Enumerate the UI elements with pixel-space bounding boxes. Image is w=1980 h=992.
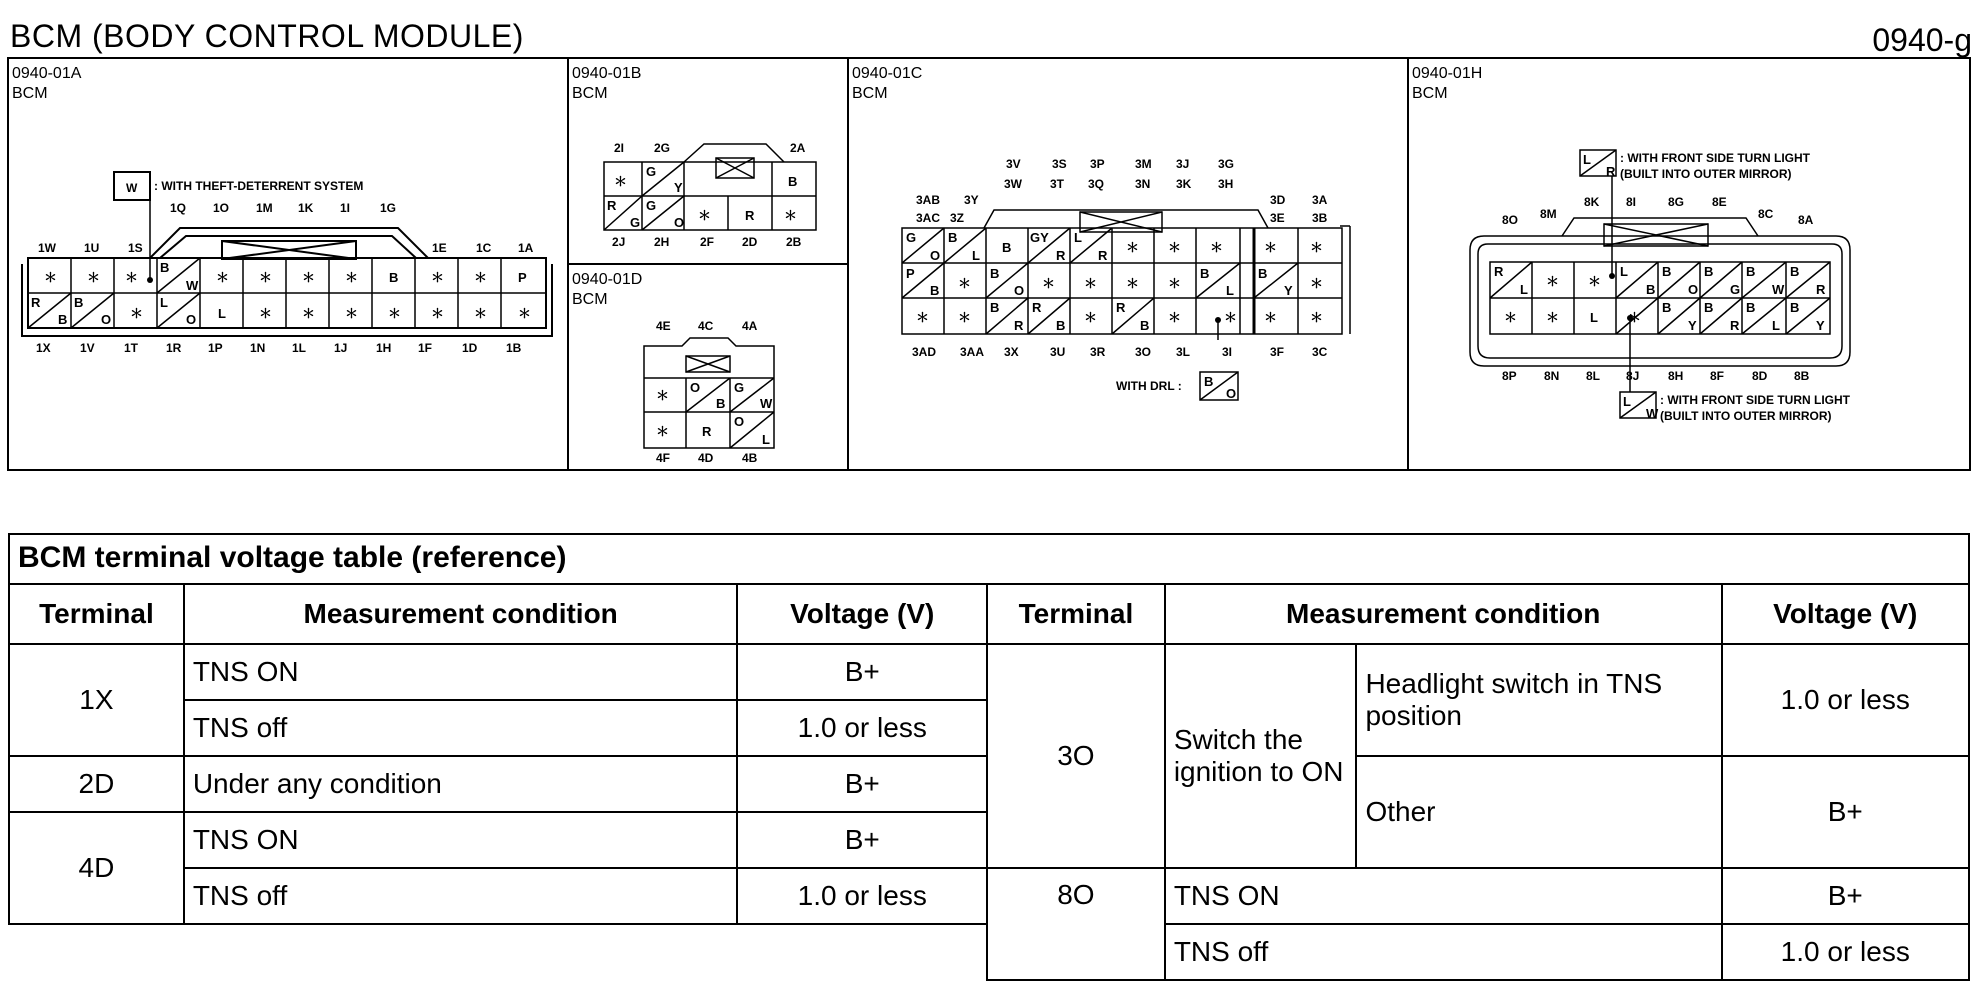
svg-text:3F: 3F xyxy=(1270,345,1285,359)
voltage-table-right xyxy=(986,583,1970,981)
table-caption: BCM terminal voltage table (reference) xyxy=(8,533,1970,583)
svg-text:B: B xyxy=(1200,266,1210,281)
svg-text:＊: ＊ xyxy=(958,310,972,325)
svg-text:＊: ＊ xyxy=(431,270,445,285)
svg-text:4B: 4B xyxy=(742,451,758,465)
svg-text:1R: 1R xyxy=(166,341,182,355)
svg-text:3O: 3O xyxy=(1135,345,1152,359)
svg-text:8H: 8H xyxy=(1668,369,1684,383)
svg-text:3S: 3S xyxy=(1052,157,1067,171)
svg-text:(BUILT INTO OUTER MIRROR): (BUILT INTO OUTER MIRROR) xyxy=(1660,409,1832,423)
svg-text:R: R xyxy=(745,208,755,223)
svg-text:＊: ＊ xyxy=(1310,276,1324,291)
condition-cell: Under any condition xyxy=(184,756,738,812)
svg-text:1Q: 1Q xyxy=(170,201,187,215)
svg-text:3Z: 3Z xyxy=(950,211,965,225)
svg-text:R: R xyxy=(1606,164,1616,179)
svg-text:B: B xyxy=(1746,300,1756,315)
svg-text:O: O xyxy=(186,312,197,327)
connector-0940-01d xyxy=(572,271,774,465)
svg-text:B: B xyxy=(1662,264,1672,279)
connector-0940-01a xyxy=(12,65,552,355)
svg-text:8F: 8F xyxy=(1710,369,1725,383)
header-terminal: Terminal xyxy=(987,584,1165,644)
svg-text:＊: ＊ xyxy=(345,270,359,285)
connector-a-note: : WITH THEFT-DETERRENT SYSTEM xyxy=(154,179,364,193)
svg-text:G: G xyxy=(1730,282,1741,297)
svg-text:＊: ＊ xyxy=(474,270,488,285)
svg-text:0940-01D: 0940-01D xyxy=(572,271,643,288)
svg-text:L: L xyxy=(160,295,168,310)
connector-a-name: BCM xyxy=(12,85,48,102)
svg-text:3V: 3V xyxy=(1006,157,1021,171)
svg-text:3AD: 3AD xyxy=(912,345,937,359)
svg-text:R: R xyxy=(1032,300,1042,315)
svg-text:1L: 1L xyxy=(292,341,307,355)
header-condition: Measurement condition xyxy=(1165,584,1722,644)
svg-text:8P: 8P xyxy=(1502,369,1517,383)
svg-text:G: G xyxy=(646,198,657,213)
svg-text:3K: 3K xyxy=(1176,177,1192,191)
voltage-cell: 1.0 or less xyxy=(1722,924,1969,980)
svg-text:B: B xyxy=(1704,300,1714,315)
svg-text:4F: 4F xyxy=(656,451,671,465)
svg-text:B: B xyxy=(716,396,726,411)
svg-text:L: L xyxy=(1226,283,1234,298)
svg-text:L: L xyxy=(1583,152,1591,167)
svg-text:8A: 8A xyxy=(1798,213,1814,227)
svg-text:3E: 3E xyxy=(1270,211,1285,225)
svg-text:B: B xyxy=(948,230,958,245)
svg-text:1S: 1S xyxy=(128,241,143,255)
svg-text:＊: ＊ xyxy=(1504,310,1518,325)
svg-text:1H: 1H xyxy=(376,341,392,355)
svg-text:W: W xyxy=(1646,406,1659,421)
svg-text:1G: 1G xyxy=(380,201,397,215)
svg-text:O: O xyxy=(674,215,685,230)
svg-text:W: W xyxy=(186,278,199,293)
svg-text:B: B xyxy=(1790,300,1800,315)
svg-text:Y: Y xyxy=(674,180,683,195)
svg-text:＊: ＊ xyxy=(1168,240,1182,255)
svg-text:P: P xyxy=(906,266,915,281)
svg-text:G: G xyxy=(646,164,657,179)
svg-text:2G: 2G xyxy=(654,141,671,155)
svg-text:O: O xyxy=(1226,386,1237,401)
terminal-cell: 8O xyxy=(987,868,1165,980)
svg-text:3AB: 3AB xyxy=(916,193,941,207)
voltage-cell: B+ xyxy=(737,756,987,812)
header-condition: Measurement condition xyxy=(184,584,738,644)
svg-text:3AA: 3AA xyxy=(960,345,985,359)
svg-text:3AC: 3AC xyxy=(916,211,941,225)
svg-text:＊: ＊ xyxy=(1042,276,1056,291)
svg-text:B: B xyxy=(1704,264,1714,279)
svg-text:L: L xyxy=(1620,264,1628,279)
svg-text:G: G xyxy=(734,380,745,395)
svg-text:B: B xyxy=(389,270,399,285)
svg-text:3T: 3T xyxy=(1050,177,1065,191)
svg-text:R: R xyxy=(1116,300,1126,315)
svg-text:＊: ＊ xyxy=(1084,276,1098,291)
svg-text:1B: 1B xyxy=(506,341,522,355)
svg-text:3W: 3W xyxy=(1004,177,1022,191)
svg-text:W: W xyxy=(1772,282,1785,297)
svg-text:3X: 3X xyxy=(1004,345,1019,359)
svg-text:1E: 1E xyxy=(432,241,447,255)
condition-cell: TNS ON xyxy=(184,644,738,700)
svg-text:3J: 3J xyxy=(1176,157,1190,171)
terminal-cell: 4D xyxy=(9,812,184,924)
svg-text:3L: 3L xyxy=(1176,345,1191,359)
svg-text:2J: 2J xyxy=(612,235,626,249)
svg-text:B: B xyxy=(1204,374,1214,389)
svg-text:1U: 1U xyxy=(84,241,100,255)
svg-text:1O: 1O xyxy=(213,201,230,215)
svg-text:8I: 8I xyxy=(1626,195,1637,209)
svg-text:8N: 8N xyxy=(1544,369,1560,383)
svg-text:8M: 8M xyxy=(1540,207,1557,221)
svg-text:R: R xyxy=(1730,318,1740,333)
page-title: BCM (BODY CONTROL MODULE) xyxy=(10,18,524,54)
terminal-cell: 2D xyxy=(9,756,184,812)
svg-text:＊: ＊ xyxy=(1126,240,1140,255)
svg-text:＊: ＊ xyxy=(388,306,402,321)
svg-text:8E: 8E xyxy=(1712,195,1727,209)
svg-text:B: B xyxy=(1056,318,1066,333)
svg-text:B: B xyxy=(160,260,170,275)
condition-cell: Headlight switch in TNS position xyxy=(1356,644,1721,756)
voltage-cell: B+ xyxy=(737,812,987,868)
condition-cell: TNS off xyxy=(1165,924,1722,980)
svg-text:＊: ＊ xyxy=(1310,240,1324,255)
svg-text:3N: 3N xyxy=(1135,177,1151,191)
svg-text:4A: 4A xyxy=(742,319,758,333)
svg-text:4E: 4E xyxy=(656,319,671,333)
svg-text:L: L xyxy=(1520,282,1528,297)
svg-text:2H: 2H xyxy=(654,235,670,249)
svg-text:1P: 1P xyxy=(208,341,223,355)
svg-text:＊: ＊ xyxy=(1588,274,1602,289)
svg-text:R: R xyxy=(1056,248,1066,263)
svg-text:3B: 3B xyxy=(1312,211,1328,225)
svg-text:＊: ＊ xyxy=(656,388,670,403)
svg-text:R: R xyxy=(607,198,617,213)
svg-text:＊: ＊ xyxy=(1084,310,1098,325)
svg-text:4D: 4D xyxy=(698,451,714,465)
svg-text:＊: ＊ xyxy=(1264,240,1278,255)
svg-text:0940-01B: 0940-01B xyxy=(572,65,642,82)
svg-text:B: B xyxy=(1258,266,1268,281)
voltage-cell: 1.0 or less xyxy=(1722,644,1969,756)
svg-text:O: O xyxy=(690,380,701,395)
svg-text:3Y: 3Y xyxy=(964,193,979,207)
voltage-cell: B+ xyxy=(737,644,987,700)
svg-text:2D: 2D xyxy=(742,235,758,249)
svg-text:2F: 2F xyxy=(700,235,715,249)
svg-text:BCM: BCM xyxy=(1412,85,1448,102)
svg-text:＊: ＊ xyxy=(259,270,273,285)
svg-text:B: B xyxy=(788,174,798,189)
svg-text:1A: 1A xyxy=(518,241,534,255)
svg-text:＊: ＊ xyxy=(518,306,532,321)
svg-text:1W: 1W xyxy=(38,241,56,255)
terminal-cell: 1X xyxy=(9,644,184,756)
connector-a-id: 0940-01A xyxy=(12,65,82,82)
svg-text:Y: Y xyxy=(1816,318,1825,333)
connector-0940-01b xyxy=(572,65,816,249)
svg-text:O: O xyxy=(930,248,941,263)
svg-text:3H: 3H xyxy=(1218,177,1234,191)
svg-text:＊: ＊ xyxy=(656,424,670,439)
svg-text:3D: 3D xyxy=(1270,193,1286,207)
voltage-cell: 1.0 or less xyxy=(737,700,987,756)
condition-cell: TNS ON xyxy=(184,812,738,868)
svg-text:L: L xyxy=(1623,394,1631,409)
svg-text:BCM: BCM xyxy=(572,85,608,102)
svg-text:L: L xyxy=(218,306,226,321)
svg-text:＊: ＊ xyxy=(302,270,316,285)
svg-text:R: R xyxy=(1816,282,1826,297)
svg-text:8C: 8C xyxy=(1758,207,1774,221)
svg-text:B: B xyxy=(1646,282,1656,297)
svg-text:B: B xyxy=(930,283,940,298)
svg-text:＊: ＊ xyxy=(44,270,58,285)
svg-text:3P: 3P xyxy=(1090,157,1105,171)
svg-text:＊: ＊ xyxy=(1628,310,1642,325)
svg-text:＊: ＊ xyxy=(125,270,139,285)
svg-text:G: G xyxy=(906,230,917,245)
svg-text:(BUILT INTO OUTER MIRROR): (BUILT INTO OUTER MIRROR) xyxy=(1620,167,1792,181)
svg-text:: WITH FRONT SIDE TURN LIGHT: : WITH FRONT SIDE TURN LIGHT xyxy=(1620,151,1810,165)
svg-text:＊: ＊ xyxy=(345,306,359,321)
svg-text:1D: 1D xyxy=(462,341,478,355)
svg-text:R: R xyxy=(31,295,41,310)
connector-a-note-wire: W xyxy=(126,181,138,195)
svg-text:8B: 8B xyxy=(1794,369,1810,383)
svg-text:1F: 1F xyxy=(418,341,433,355)
svg-text:R: R xyxy=(1098,248,1108,263)
svg-text:B: B xyxy=(990,266,1000,281)
svg-text:＊: ＊ xyxy=(698,208,712,223)
voltage-cell: B+ xyxy=(1722,756,1969,868)
svg-text:B: B xyxy=(1662,300,1672,315)
page-code: 0940-g xyxy=(1872,22,1972,58)
svg-text:＊: ＊ xyxy=(916,310,930,325)
svg-text:L: L xyxy=(762,432,770,447)
svg-text:B: B xyxy=(58,312,68,327)
svg-text:WITH DRL :: WITH DRL : xyxy=(1116,379,1182,393)
condition-cell: Other xyxy=(1356,756,1721,868)
svg-text:B: B xyxy=(1002,240,1012,255)
condition-cell: TNS off xyxy=(184,700,738,756)
svg-text:＊: ＊ xyxy=(302,306,316,321)
svg-text:4C: 4C xyxy=(698,319,714,333)
svg-text:B: B xyxy=(1746,264,1756,279)
svg-text:＊: ＊ xyxy=(614,174,628,189)
svg-text:BCM: BCM xyxy=(572,291,608,308)
svg-text:: WITH FRONT SIDE TURN LIGHT: : WITH FRONT SIDE TURN LIGHT xyxy=(1660,393,1850,407)
svg-text:3M: 3M xyxy=(1135,157,1152,171)
svg-text:8D: 8D xyxy=(1752,369,1768,383)
svg-text:＊: ＊ xyxy=(216,270,230,285)
svg-text:3I: 3I xyxy=(1222,345,1233,359)
svg-text:8O: 8O xyxy=(1502,213,1519,227)
svg-text:＊: ＊ xyxy=(474,306,488,321)
svg-text:R: R xyxy=(1014,318,1024,333)
svg-text:GY: GY xyxy=(1030,230,1049,245)
svg-text:BCM: BCM xyxy=(852,85,888,102)
svg-text:2A: 2A xyxy=(790,141,806,155)
svg-text:O: O xyxy=(734,414,745,429)
svg-text:R: R xyxy=(1494,264,1504,279)
svg-text:3U: 3U xyxy=(1050,345,1066,359)
svg-text:G: G xyxy=(630,215,641,230)
svg-text:L: L xyxy=(1074,230,1082,245)
svg-text:＊: ＊ xyxy=(1264,310,1278,325)
voltage-cell: 1.0 or less xyxy=(737,868,987,924)
svg-text:L: L xyxy=(1590,310,1598,325)
svg-text:0940-01C: 0940-01C xyxy=(852,65,923,82)
svg-text:＊: ＊ xyxy=(1210,240,1224,255)
svg-text:＊: ＊ xyxy=(431,306,445,321)
svg-text:R: R xyxy=(702,424,712,439)
svg-text:1V: 1V xyxy=(80,341,95,355)
connector-0940-01c xyxy=(852,65,1350,401)
svg-text:＊: ＊ xyxy=(259,306,273,321)
svg-text:1N: 1N xyxy=(250,341,266,355)
svg-text:O: O xyxy=(101,312,112,327)
svg-text:O: O xyxy=(1014,283,1025,298)
svg-text:B: B xyxy=(1140,318,1150,333)
svg-text:＊: ＊ xyxy=(87,270,101,285)
header-voltage: Voltage (V) xyxy=(737,584,987,644)
svg-text:O: O xyxy=(1688,282,1699,297)
svg-text:0940-01H: 0940-01H xyxy=(1412,65,1483,82)
condition-cell: TNS off xyxy=(184,868,738,924)
svg-text:3G: 3G xyxy=(1218,157,1235,171)
svg-text:L: L xyxy=(1772,318,1780,333)
svg-text:8K: 8K xyxy=(1584,195,1600,209)
svg-text:＊: ＊ xyxy=(1546,274,1560,289)
svg-text:1I: 1I xyxy=(340,201,351,215)
svg-text:1J: 1J xyxy=(334,341,348,355)
svg-text:B: B xyxy=(74,295,84,310)
svg-text:＊: ＊ xyxy=(1168,276,1182,291)
svg-text:1K: 1K xyxy=(298,201,314,215)
svg-text:3C: 3C xyxy=(1312,345,1328,359)
svg-text:8G: 8G xyxy=(1668,195,1685,209)
header-voltage: Voltage (V) xyxy=(1722,584,1969,644)
svg-text:3Q: 3Q xyxy=(1088,177,1105,191)
voltage-table-left xyxy=(8,583,988,925)
header-terminal: Terminal xyxy=(9,584,184,644)
svg-text:＊: ＊ xyxy=(1224,310,1238,325)
svg-text:B: B xyxy=(1790,264,1800,279)
voltage-cell: B+ xyxy=(1722,868,1969,924)
svg-text:＊: ＊ xyxy=(1310,310,1324,325)
switch-condition-cell: Switch the ignition to ON xyxy=(1165,644,1357,868)
svg-text:＊: ＊ xyxy=(958,276,972,291)
svg-text:1X: 1X xyxy=(36,341,51,355)
svg-text:3A: 3A xyxy=(1312,193,1328,207)
svg-text:2B: 2B xyxy=(786,235,802,249)
svg-text:3R: 3R xyxy=(1090,345,1106,359)
svg-text:＊: ＊ xyxy=(1546,310,1560,325)
svg-text:Y: Y xyxy=(1688,318,1697,333)
svg-text:2I: 2I xyxy=(614,141,625,155)
svg-text:L: L xyxy=(972,248,980,263)
condition-cell: TNS ON xyxy=(1165,868,1722,924)
connector-0940-01h xyxy=(1412,65,1851,423)
svg-text:B: B xyxy=(990,300,1000,315)
svg-text:8L: 8L xyxy=(1586,369,1601,383)
svg-text:＊: ＊ xyxy=(784,208,798,223)
svg-text:P: P xyxy=(518,270,527,285)
connector-diagram xyxy=(0,0,1980,480)
terminal-cell: 3O xyxy=(987,644,1165,868)
svg-text:1M: 1M xyxy=(256,201,273,215)
svg-text:Y: Y xyxy=(1284,283,1293,298)
svg-text:＊: ＊ xyxy=(130,306,144,321)
svg-text:＊: ＊ xyxy=(1168,310,1182,325)
svg-text:1C: 1C xyxy=(476,241,492,255)
svg-text:＊: ＊ xyxy=(1126,276,1140,291)
svg-text:8J: 8J xyxy=(1626,369,1640,383)
svg-text:W: W xyxy=(760,396,773,411)
svg-text:1T: 1T xyxy=(124,341,139,355)
